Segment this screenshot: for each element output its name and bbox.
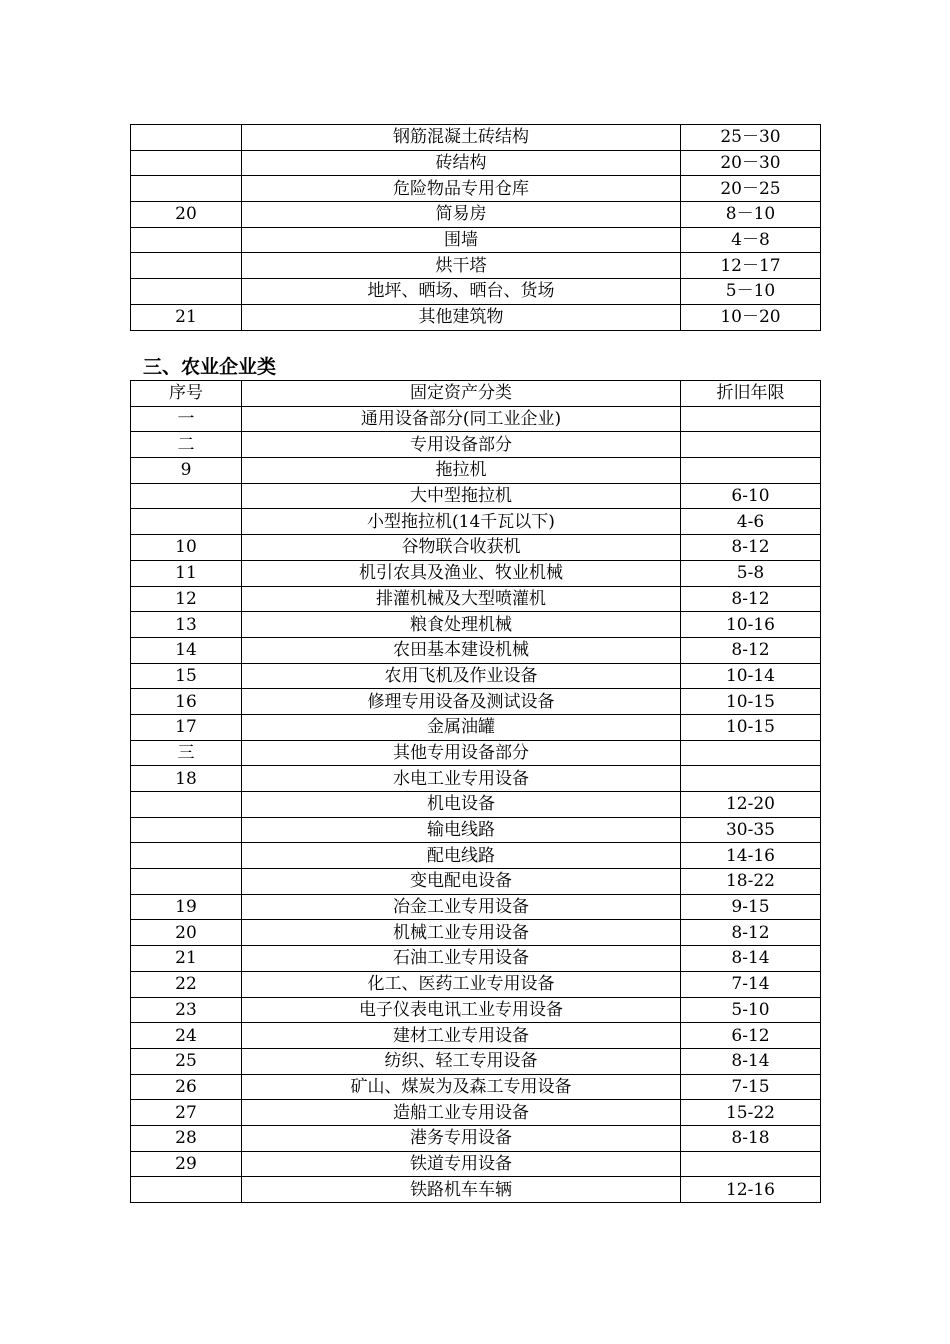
asset-category-cell: 地坪、晒场、晒台、货场 <box>242 279 681 305</box>
asset-category-cell: 农用飞机及作业设备 <box>242 663 681 689</box>
row-number-cell <box>131 792 242 818</box>
table-row <box>131 714 821 740</box>
row-number-cell: 14 <box>131 637 242 663</box>
row-number-cell: 20 <box>131 202 242 228</box>
row-number-cell: 29 <box>131 1151 242 1177</box>
depreciation-years-cell: 20－30 <box>681 150 821 176</box>
asset-category-cell: 机引农具及渔业、牧业机械 <box>242 560 681 586</box>
asset-category-cell: 机电设备 <box>242 792 681 818</box>
depreciation-years-cell: 8-14 <box>681 1048 821 1074</box>
row-number-cell: 17 <box>131 714 242 740</box>
asset-category-cell: 纺织、轻工专用设备 <box>242 1048 681 1074</box>
depreciation-years-cell: 10-15 <box>681 714 821 740</box>
depreciation-years-cell: 8-14 <box>681 946 821 972</box>
table-row <box>131 920 821 946</box>
row-number-cell: 23 <box>131 997 242 1023</box>
table-row <box>131 1125 821 1151</box>
depreciation-years-cell: 9-15 <box>681 894 821 920</box>
table-row <box>131 817 821 843</box>
asset-category-cell: 砖结构 <box>242 150 681 176</box>
depreciation-years-cell: 8-12 <box>681 535 821 561</box>
asset-category-cell: 化工、医药工业专用设备 <box>242 971 681 997</box>
row-number-cell: 28 <box>131 1125 242 1151</box>
row-number-cell: 18 <box>131 766 242 792</box>
table-row <box>131 1074 821 1100</box>
table-row <box>131 535 821 561</box>
table-row <box>131 946 821 972</box>
asset-category-cell: 金属油罐 <box>242 714 681 740</box>
table-row <box>131 1023 821 1049</box>
depreciation-years-cell: 30-35 <box>681 817 821 843</box>
asset-category-cell: 大中型拖拉机 <box>242 483 681 509</box>
building-depreciation-table <box>130 124 821 331</box>
depreciation-years-cell: 10-15 <box>681 689 821 715</box>
header-category: 固定资产分类 <box>242 381 681 407</box>
table-row <box>131 125 821 151</box>
asset-category-cell: 水电工业专用设备 <box>242 766 681 792</box>
table-row <box>131 1048 821 1074</box>
table-row <box>131 560 821 586</box>
table-row <box>131 150 821 176</box>
depreciation-years-cell: 4－8 <box>681 227 821 253</box>
table-row <box>131 843 821 869</box>
header-no: 序号 <box>131 381 242 407</box>
row-number-cell: 二 <box>131 432 242 458</box>
depreciation-years-cell: 18-22 <box>681 869 821 895</box>
row-number-cell <box>131 150 242 176</box>
asset-category-cell: 造船工业专用设备 <box>242 1100 681 1126</box>
row-number-cell <box>131 869 242 895</box>
section-title: 三、农业企业类 <box>143 356 277 378</box>
table-row <box>131 406 821 432</box>
row-number-cell: 12 <box>131 586 242 612</box>
depreciation-years-cell: 7-14 <box>681 971 821 997</box>
row-number-cell: 9 <box>131 458 242 484</box>
row-number-cell: 20 <box>131 920 242 946</box>
row-number-cell <box>131 843 242 869</box>
depreciation-years-cell: 5-10 <box>681 997 821 1023</box>
row-number-cell: 27 <box>131 1100 242 1126</box>
asset-category-cell: 围墙 <box>242 227 681 253</box>
row-number-cell <box>131 509 242 535</box>
depreciation-years-cell <box>681 458 821 484</box>
row-number-cell: 15 <box>131 663 242 689</box>
table-row <box>131 1100 821 1126</box>
asset-category-cell: 通用设备部分(同工业企业) <box>242 406 681 432</box>
row-number-cell: 21 <box>131 304 242 330</box>
header-years: 折旧年限 <box>681 381 821 407</box>
table-row <box>131 637 821 663</box>
row-number-cell: 11 <box>131 560 242 586</box>
building-table-body <box>131 125 821 331</box>
depreciation-years-cell: 8-18 <box>681 1125 821 1151</box>
table-row <box>131 740 821 766</box>
asset-category-cell: 配电线路 <box>242 843 681 869</box>
table-row <box>131 612 821 638</box>
asset-category-cell: 铁道专用设备 <box>242 1151 681 1177</box>
table-row <box>131 663 821 689</box>
asset-category-cell: 排灌机械及大型喷灌机 <box>242 586 681 612</box>
row-number-cell: 25 <box>131 1048 242 1074</box>
asset-category-cell: 铁路机车车辆 <box>242 1177 681 1203</box>
depreciation-years-cell: 12-20 <box>681 792 821 818</box>
asset-category-cell: 粮食处理机械 <box>242 612 681 638</box>
table-row <box>131 792 821 818</box>
row-number-cell <box>131 125 242 151</box>
asset-category-cell: 石油工业专用设备 <box>242 946 681 972</box>
depreciation-years-cell: 10-14 <box>681 663 821 689</box>
asset-category-cell: 谷物联合收获机 <box>242 535 681 561</box>
asset-category-cell: 危险物品专用仓库 <box>242 176 681 202</box>
depreciation-years-cell: 15-22 <box>681 1100 821 1126</box>
asset-category-cell: 输电线路 <box>242 817 681 843</box>
table-row <box>131 227 821 253</box>
depreciation-years-cell <box>681 766 821 792</box>
row-number-cell: 三 <box>131 740 242 766</box>
table-row <box>131 483 821 509</box>
row-number-cell: 一 <box>131 406 242 432</box>
row-number-cell <box>131 279 242 305</box>
row-number-cell: 10 <box>131 535 242 561</box>
depreciation-years-cell: 8-12 <box>681 586 821 612</box>
asset-category-cell: 简易房 <box>242 202 681 228</box>
table-row <box>131 997 821 1023</box>
table-row <box>131 1177 821 1203</box>
table-row <box>131 253 821 279</box>
row-number-cell: 19 <box>131 894 242 920</box>
depreciation-years-cell: 12－17 <box>681 253 821 279</box>
asset-category-cell: 专用设备部分 <box>242 432 681 458</box>
depreciation-years-cell: 6-12 <box>681 1023 821 1049</box>
table-row <box>131 894 821 920</box>
table-row <box>131 586 821 612</box>
depreciation-years-cell: 10－20 <box>681 304 821 330</box>
table-row <box>131 304 821 330</box>
depreciation-years-cell <box>681 432 821 458</box>
table-row <box>131 1151 821 1177</box>
asset-category-cell: 建材工业专用设备 <box>242 1023 681 1049</box>
asset-category-cell: 农田基本建设机械 <box>242 637 681 663</box>
row-number-cell: 21 <box>131 946 242 972</box>
row-number-cell <box>131 817 242 843</box>
asset-category-cell: 拖拉机 <box>242 458 681 484</box>
table-row <box>131 432 821 458</box>
asset-category-cell: 小型拖拉机(14千瓦以下) <box>242 509 681 535</box>
asset-category-cell: 港务专用设备 <box>242 1125 681 1151</box>
depreciation-years-cell: 20－25 <box>681 176 821 202</box>
row-number-cell: 24 <box>131 1023 242 1049</box>
table-header-row <box>131 381 821 407</box>
table-row <box>131 279 821 305</box>
depreciation-years-cell: 6-10 <box>681 483 821 509</box>
asset-category-cell: 其他建筑物 <box>242 304 681 330</box>
asset-category-cell: 修理专用设备及测试设备 <box>242 689 681 715</box>
asset-category-cell: 机械工业专用设备 <box>242 920 681 946</box>
table-row <box>131 971 821 997</box>
depreciation-years-cell: 8－10 <box>681 202 821 228</box>
table-row <box>131 176 821 202</box>
asset-category-cell: 电子仪表电讯工业专用设备 <box>242 997 681 1023</box>
asset-category-cell: 其他专用设备部分 <box>242 740 681 766</box>
table-row <box>131 869 821 895</box>
depreciation-years-cell: 8-12 <box>681 637 821 663</box>
agriculture-depreciation-table <box>130 380 821 1203</box>
row-number-cell: 22 <box>131 971 242 997</box>
depreciation-years-cell: 5-8 <box>681 560 821 586</box>
depreciation-years-cell: 7-15 <box>681 1074 821 1100</box>
table-row <box>131 766 821 792</box>
asset-category-cell: 冶金工业专用设备 <box>242 894 681 920</box>
row-number-cell: 13 <box>131 612 242 638</box>
depreciation-years-cell <box>681 406 821 432</box>
row-number-cell <box>131 483 242 509</box>
row-number-cell: 26 <box>131 1074 242 1100</box>
depreciation-years-cell: 5－10 <box>681 279 821 305</box>
depreciation-years-cell: 4-6 <box>681 509 821 535</box>
depreciation-years-cell: 8-12 <box>681 920 821 946</box>
asset-category-cell: 钢筋混凝土砖结构 <box>242 125 681 151</box>
table-row <box>131 458 821 484</box>
depreciation-years-cell: 12-16 <box>681 1177 821 1203</box>
asset-category-cell: 烘干塔 <box>242 253 681 279</box>
asset-category-cell: 矿山、煤炭为及森工专用设备 <box>242 1074 681 1100</box>
row-number-cell <box>131 227 242 253</box>
row-number-cell: 16 <box>131 689 242 715</box>
depreciation-years-cell: 25－30 <box>681 125 821 151</box>
table-row <box>131 509 821 535</box>
depreciation-years-cell: 14-16 <box>681 843 821 869</box>
row-number-cell <box>131 253 242 279</box>
table-row <box>131 689 821 715</box>
row-number-cell <box>131 176 242 202</box>
agriculture-table-body <box>131 406 821 1202</box>
depreciation-years-cell: 10-16 <box>681 612 821 638</box>
table-row <box>131 202 821 228</box>
asset-category-cell: 变电配电设备 <box>242 869 681 895</box>
depreciation-years-cell <box>681 1151 821 1177</box>
row-number-cell <box>131 1177 242 1203</box>
depreciation-years-cell <box>681 740 821 766</box>
